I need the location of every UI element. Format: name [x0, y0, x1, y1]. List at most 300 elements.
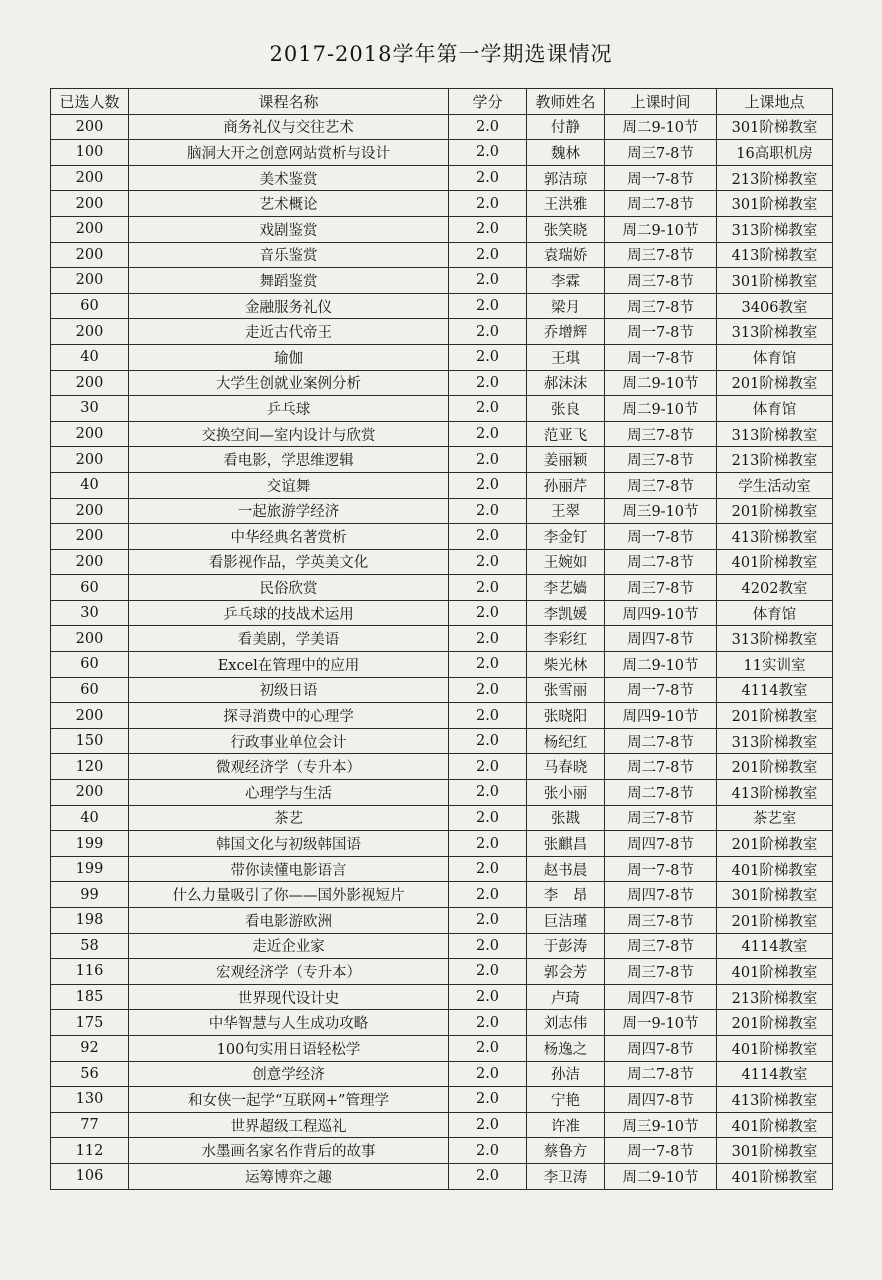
cell-location: 401阶梯教室: [717, 1163, 833, 1189]
cell-enrolled: 58: [51, 933, 129, 959]
table-row: [51, 447, 833, 473]
table-row: [51, 242, 833, 268]
header-row: [51, 89, 833, 115]
table-row: [51, 1112, 833, 1138]
cell-credit: 2.0: [449, 293, 527, 319]
cell-course-name: 探寻消费中的心理学: [129, 703, 449, 729]
table-row: [51, 1010, 833, 1036]
cell-teacher: 马春晓: [527, 754, 605, 780]
header-enrolled: 已选人数: [51, 89, 129, 115]
cell-location: 4114教室: [717, 677, 833, 703]
cell-enrolled: 92: [51, 1035, 129, 1061]
cell-teacher: 姜丽颖: [527, 447, 605, 473]
cell-teacher: 张笑晓: [527, 216, 605, 242]
cell-enrolled: 199: [51, 831, 129, 857]
cell-time: 周三7-8节: [605, 908, 717, 934]
cell-teacher: 孙洁: [527, 1061, 605, 1087]
cell-credit: 2.0: [449, 216, 527, 242]
cell-teacher: 郝沫沫: [527, 370, 605, 396]
table-row: [51, 319, 833, 345]
table-row: [51, 344, 833, 370]
cell-credit: 2.0: [449, 984, 527, 1010]
cell-course-name: 乒乓球: [129, 396, 449, 422]
cell-enrolled: 200: [51, 498, 129, 524]
table-row: [51, 959, 833, 985]
cell-credit: 2.0: [449, 703, 527, 729]
cell-teacher: 杨逸之: [527, 1035, 605, 1061]
table-row: [51, 728, 833, 754]
cell-credit: 2.0: [449, 140, 527, 166]
cell-time: 周一7-8节: [605, 165, 717, 191]
cell-teacher: 张晓阳: [527, 703, 605, 729]
cell-course-name: 看电影，学思维逻辑: [129, 447, 449, 473]
cell-time: 周三9-10节: [605, 1112, 717, 1138]
cell-teacher: 郭会芳: [527, 959, 605, 985]
table-row: [51, 703, 833, 729]
cell-credit: 2.0: [449, 780, 527, 806]
cell-location: 413阶梯教室: [717, 242, 833, 268]
cell-credit: 2.0: [449, 831, 527, 857]
cell-location: 学生活动室: [717, 472, 833, 498]
cell-credit: 2.0: [449, 396, 527, 422]
cell-enrolled: 200: [51, 421, 129, 447]
cell-enrolled: 199: [51, 856, 129, 882]
cell-credit: 2.0: [449, 498, 527, 524]
cell-course-name: 金融服务礼仪: [129, 293, 449, 319]
cell-time: 周二9-10节: [605, 652, 717, 678]
cell-credit: 2.0: [449, 1138, 527, 1164]
cell-time: 周三7-8节: [605, 959, 717, 985]
cell-time: 周四9-10节: [605, 703, 717, 729]
course-table: [50, 88, 833, 1190]
cell-time: 周二9-10节: [605, 216, 717, 242]
cell-course-name: 茶艺: [129, 805, 449, 831]
cell-location: 4202教室: [717, 575, 833, 601]
cell-enrolled: 198: [51, 908, 129, 934]
cell-credit: 2.0: [449, 344, 527, 370]
cell-teacher: 许准: [527, 1112, 605, 1138]
cell-enrolled: 185: [51, 984, 129, 1010]
cell-teacher: 李霖: [527, 268, 605, 294]
table-row: [51, 1138, 833, 1164]
cell-teacher: 张麒昌: [527, 831, 605, 857]
cell-teacher: 于彭涛: [527, 933, 605, 959]
cell-time: 周二9-10节: [605, 114, 717, 140]
table-row: [51, 856, 833, 882]
cell-credit: 2.0: [449, 908, 527, 934]
cell-credit: 2.0: [449, 959, 527, 985]
cell-enrolled: 99: [51, 882, 129, 908]
cell-enrolled: 40: [51, 472, 129, 498]
table-row: [51, 984, 833, 1010]
cell-location: 401阶梯教室: [717, 549, 833, 575]
table-row: [51, 882, 833, 908]
cell-credit: 2.0: [449, 1087, 527, 1113]
cell-location: 茶艺室: [717, 805, 833, 831]
cell-credit: 2.0: [449, 575, 527, 601]
table-row: [51, 140, 833, 166]
table-row: [51, 1035, 833, 1061]
cell-time: 周二7-8节: [605, 549, 717, 575]
cell-teacher: 巨洁瑾: [527, 908, 605, 934]
cell-location: 11实训室: [717, 652, 833, 678]
cell-teacher: 杨纪红: [527, 728, 605, 754]
cell-time: 周一7-8节: [605, 856, 717, 882]
cell-time: 周一9-10节: [605, 1010, 717, 1036]
cell-enrolled: 175: [51, 1010, 129, 1036]
cell-time: 周三7-8节: [605, 268, 717, 294]
cell-location: 401阶梯教室: [717, 1035, 833, 1061]
cell-time: 周三7-8节: [605, 805, 717, 831]
cell-time: 周二7-8节: [605, 728, 717, 754]
cell-enrolled: 120: [51, 754, 129, 780]
cell-time: 周三7-8节: [605, 447, 717, 473]
cell-course-name: 100句实用日语轻松学: [129, 1035, 449, 1061]
cell-enrolled: 60: [51, 677, 129, 703]
cell-location: 4114教室: [717, 933, 833, 959]
cell-enrolled: 106: [51, 1163, 129, 1189]
cell-credit: 2.0: [449, 805, 527, 831]
cell-course-name: Excel在管理中的应用: [129, 652, 449, 678]
cell-enrolled: 40: [51, 344, 129, 370]
cell-teacher: 王琪: [527, 344, 605, 370]
cell-credit: 2.0: [449, 652, 527, 678]
cell-location: 201阶梯教室: [717, 703, 833, 729]
cell-course-name: 韩国文化与初级韩国语: [129, 831, 449, 857]
cell-enrolled: 40: [51, 805, 129, 831]
cell-teacher: 王婉如: [527, 549, 605, 575]
cell-credit: 2.0: [449, 114, 527, 140]
cell-course-name: 初级日语: [129, 677, 449, 703]
cell-time: 周三7-8节: [605, 140, 717, 166]
table-row: [51, 1163, 833, 1189]
cell-enrolled: 116: [51, 959, 129, 985]
cell-time: 周一7-8节: [605, 319, 717, 345]
cell-time: 周四7-8节: [605, 831, 717, 857]
cell-time: 周二7-8节: [605, 780, 717, 806]
cell-location: 201阶梯教室: [717, 498, 833, 524]
cell-location: 201阶梯教室: [717, 370, 833, 396]
cell-course-name: 乒乓球的技战术运用: [129, 600, 449, 626]
header-time: 上课时间: [605, 89, 717, 115]
cell-teacher: 蔡鲁方: [527, 1138, 605, 1164]
cell-course-name: 美术鉴赏: [129, 165, 449, 191]
cell-teacher: 李卫涛: [527, 1163, 605, 1189]
cell-teacher: 刘志伟: [527, 1010, 605, 1036]
cell-time: 周二7-8节: [605, 1061, 717, 1087]
cell-enrolled: 200: [51, 114, 129, 140]
cell-location: 201阶梯教室: [717, 908, 833, 934]
table-row: [51, 600, 833, 626]
cell-course-name: 交谊舞: [129, 472, 449, 498]
cell-location: 16高职机房: [717, 140, 833, 166]
cell-location: 313阶梯教室: [717, 421, 833, 447]
table-row: [51, 780, 833, 806]
cell-time: 周二9-10节: [605, 370, 717, 396]
cell-teacher: 卢琦: [527, 984, 605, 1010]
cell-teacher: 孙丽芹: [527, 472, 605, 498]
table-row: [51, 524, 833, 550]
cell-location: 301阶梯教室: [717, 268, 833, 294]
cell-time: 周三9-10节: [605, 498, 717, 524]
table-row: [51, 1087, 833, 1113]
cell-enrolled: 200: [51, 268, 129, 294]
cell-enrolled: 30: [51, 396, 129, 422]
cell-teacher: 李金钉: [527, 524, 605, 550]
cell-course-name: 戏剧鉴赏: [129, 216, 449, 242]
cell-course-name: 世界超级工程巡礼: [129, 1112, 449, 1138]
table-row: [51, 549, 833, 575]
cell-time: 周三7-8节: [605, 293, 717, 319]
cell-credit: 2.0: [449, 165, 527, 191]
cell-enrolled: 200: [51, 447, 129, 473]
cell-time: 周二7-8节: [605, 754, 717, 780]
cell-location: 413阶梯教室: [717, 1087, 833, 1113]
header-credit: 学分: [449, 89, 527, 115]
cell-enrolled: 112: [51, 1138, 129, 1164]
cell-course-name: 创意学经济: [129, 1061, 449, 1087]
table-row: [51, 831, 833, 857]
cell-course-name: 看美剧，学美语: [129, 626, 449, 652]
cell-location: 213阶梯教室: [717, 447, 833, 473]
cell-course-name: 微观经济学（专升本）: [129, 754, 449, 780]
cell-teacher: 李凯媛: [527, 600, 605, 626]
cell-credit: 2.0: [449, 856, 527, 882]
table-row: [51, 575, 833, 601]
cell-location: 313阶梯教室: [717, 728, 833, 754]
cell-credit: 2.0: [449, 524, 527, 550]
cell-location: 313阶梯教室: [717, 216, 833, 242]
table-row: [51, 626, 833, 652]
cell-location: 213阶梯教室: [717, 984, 833, 1010]
cell-time: 周一7-8节: [605, 524, 717, 550]
cell-credit: 2.0: [449, 242, 527, 268]
cell-enrolled: 77: [51, 1112, 129, 1138]
cell-enrolled: 200: [51, 549, 129, 575]
cell-course-name: 走近企业家: [129, 933, 449, 959]
cell-enrolled: 56: [51, 1061, 129, 1087]
cell-time: 周四7-8节: [605, 1087, 717, 1113]
cell-location: 213阶梯教室: [717, 165, 833, 191]
cell-enrolled: 60: [51, 575, 129, 601]
cell-course-name: 民俗欣赏: [129, 575, 449, 601]
cell-teacher: 范亚飞: [527, 421, 605, 447]
table-row: [51, 396, 833, 422]
cell-enrolled: 200: [51, 780, 129, 806]
cell-teacher: 李 昂: [527, 882, 605, 908]
cell-location: 401阶梯教室: [717, 959, 833, 985]
cell-time: 周三7-8节: [605, 472, 717, 498]
cell-time: 周一7-8节: [605, 344, 717, 370]
cell-enrolled: 200: [51, 319, 129, 345]
cell-time: 周四7-8节: [605, 984, 717, 1010]
cell-location: 201阶梯教室: [717, 754, 833, 780]
cell-location: 体育馆: [717, 396, 833, 422]
cell-course-name: 水墨画名家名作背后的故事: [129, 1138, 449, 1164]
cell-enrolled: 200: [51, 524, 129, 550]
cell-location: 301阶梯教室: [717, 114, 833, 140]
page-title: 2017-2018学年第一学期选课情况: [269, 42, 613, 66]
table-row: [51, 677, 833, 703]
cell-course-name: 看电影游欧洲: [129, 908, 449, 934]
cell-course-name: 瑜伽: [129, 344, 449, 370]
cell-credit: 2.0: [449, 1061, 527, 1087]
cell-location: 3406教室: [717, 293, 833, 319]
cell-teacher: 赵书晨: [527, 856, 605, 882]
cell-location: 301阶梯教室: [717, 1138, 833, 1164]
cell-course-name: 舞蹈鉴赏: [129, 268, 449, 294]
cell-course-name: 商务礼仪与交往艺术: [129, 114, 449, 140]
cell-teacher: 李彩红: [527, 626, 605, 652]
cell-location: 301阶梯教室: [717, 191, 833, 217]
cell-teacher: 付静: [527, 114, 605, 140]
cell-location: 301阶梯教室: [717, 882, 833, 908]
cell-credit: 2.0: [449, 549, 527, 575]
cell-enrolled: 200: [51, 165, 129, 191]
cell-course-name: 世界现代设计史: [129, 984, 449, 1010]
cell-course-name: 行政事业单位会计: [129, 728, 449, 754]
cell-course-name: 宏观经济学（专升本）: [129, 959, 449, 985]
cell-teacher: 宁艳: [527, 1087, 605, 1113]
table-row: [51, 498, 833, 524]
cell-credit: 2.0: [449, 754, 527, 780]
cell-enrolled: 200: [51, 626, 129, 652]
table-row: [51, 754, 833, 780]
cell-enrolled: 200: [51, 703, 129, 729]
cell-time: 周二7-8节: [605, 191, 717, 217]
cell-course-name: 音乐鉴赏: [129, 242, 449, 268]
cell-course-name: 运筹博弈之趣: [129, 1163, 449, 1189]
cell-enrolled: 200: [51, 370, 129, 396]
cell-course-name: 心理学与生活: [129, 780, 449, 806]
table-row: [51, 652, 833, 678]
cell-course-name: 走近古代帝王: [129, 319, 449, 345]
cell-enrolled: 30: [51, 600, 129, 626]
cell-course-name: 交换空间—室内设计与欣赏: [129, 421, 449, 447]
cell-course-name: 中华经典名著赏析: [129, 524, 449, 550]
cell-time: 周二9-10节: [605, 1163, 717, 1189]
table-row: [51, 805, 833, 831]
cell-credit: 2.0: [449, 447, 527, 473]
cell-credit: 2.0: [449, 191, 527, 217]
table-row: [51, 933, 833, 959]
cell-course-name: 和女侠一起学“互联网+”管理学: [129, 1087, 449, 1113]
cell-course-name: 中华智慧与人生成功攻略: [129, 1010, 449, 1036]
cell-course-name: 一起旅游学经济: [129, 498, 449, 524]
cell-teacher: 乔增辉: [527, 319, 605, 345]
cell-teacher: 李艺嫱: [527, 575, 605, 601]
cell-time: 周三7-8节: [605, 575, 717, 601]
cell-credit: 2.0: [449, 472, 527, 498]
table-row: [51, 370, 833, 396]
cell-location: 413阶梯教室: [717, 524, 833, 550]
cell-location: 401阶梯教室: [717, 856, 833, 882]
cell-enrolled: 150: [51, 728, 129, 754]
cell-time: 周二9-10节: [605, 396, 717, 422]
cell-credit: 2.0: [449, 1010, 527, 1036]
cell-teacher: 袁瑞娇: [527, 242, 605, 268]
header-course-name: 课程名称: [129, 89, 449, 115]
cell-credit: 2.0: [449, 728, 527, 754]
cell-course-name: 艺术概论: [129, 191, 449, 217]
table-row: [51, 114, 833, 140]
table-row: [51, 191, 833, 217]
cell-credit: 2.0: [449, 1035, 527, 1061]
cell-credit: 2.0: [449, 882, 527, 908]
cell-teacher: 张雪丽: [527, 677, 605, 703]
cell-credit: 2.0: [449, 600, 527, 626]
cell-credit: 2.0: [449, 370, 527, 396]
header-teacher: 教师姓名: [527, 89, 605, 115]
table-row: [51, 293, 833, 319]
cell-location: 体育馆: [717, 600, 833, 626]
cell-enrolled: 60: [51, 652, 129, 678]
cell-enrolled: 200: [51, 242, 129, 268]
cell-time: 周四9-10节: [605, 600, 717, 626]
cell-credit: 2.0: [449, 1112, 527, 1138]
cell-time: 周四7-8节: [605, 1035, 717, 1061]
table-row: [51, 268, 833, 294]
cell-enrolled: 100: [51, 140, 129, 166]
cell-time: 周四7-8节: [605, 882, 717, 908]
cell-enrolled: 130: [51, 1087, 129, 1113]
cell-teacher: 张小丽: [527, 780, 605, 806]
cell-teacher: 王翠: [527, 498, 605, 524]
cell-location: 4114教室: [717, 1061, 833, 1087]
cell-time: 周三7-8节: [605, 421, 717, 447]
cell-credit: 2.0: [449, 319, 527, 345]
cell-credit: 2.0: [449, 933, 527, 959]
cell-location: 413阶梯教室: [717, 780, 833, 806]
cell-teacher: 魏林: [527, 140, 605, 166]
cell-credit: 2.0: [449, 626, 527, 652]
cell-course-name: 脑洞大开之创意网站赏析与设计: [129, 140, 449, 166]
table-row: [51, 216, 833, 242]
cell-teacher: 郭洁琼: [527, 165, 605, 191]
cell-teacher: 柴光林: [527, 652, 605, 678]
cell-location: 体育馆: [717, 344, 833, 370]
cell-enrolled: 60: [51, 293, 129, 319]
cell-time: 周一7-8节: [605, 677, 717, 703]
cell-teacher: 梁月: [527, 293, 605, 319]
table-row: [51, 908, 833, 934]
cell-time: 周一7-8节: [605, 1138, 717, 1164]
cell-teacher: 王洪雅: [527, 191, 605, 217]
cell-time: 周三7-8节: [605, 242, 717, 268]
table-row: [51, 1061, 833, 1087]
cell-course-name: 带你读懂电影语言: [129, 856, 449, 882]
cell-enrolled: 200: [51, 191, 129, 217]
cell-credit: 2.0: [449, 1163, 527, 1189]
cell-location: 201阶梯教室: [717, 831, 833, 857]
cell-course-name: 什么力量吸引了你——国外影视短片: [129, 882, 449, 908]
cell-credit: 2.0: [449, 268, 527, 294]
cell-time: 周三7-8节: [605, 933, 717, 959]
cell-enrolled: 200: [51, 216, 129, 242]
cell-location: 201阶梯教室: [717, 1010, 833, 1036]
cell-location: 313阶梯教室: [717, 319, 833, 345]
cell-course-name: 看影视作品，学英美文化: [129, 549, 449, 575]
cell-credit: 2.0: [449, 421, 527, 447]
cell-credit: 2.0: [449, 677, 527, 703]
cell-teacher: 张良: [527, 396, 605, 422]
header-location: 上课地点: [717, 89, 833, 115]
cell-course-name: 大学生创就业案例分析: [129, 370, 449, 396]
table-row: [51, 165, 833, 191]
cell-location: 401阶梯教室: [717, 1112, 833, 1138]
cell-time: 周四7-8节: [605, 626, 717, 652]
table-row: [51, 472, 833, 498]
